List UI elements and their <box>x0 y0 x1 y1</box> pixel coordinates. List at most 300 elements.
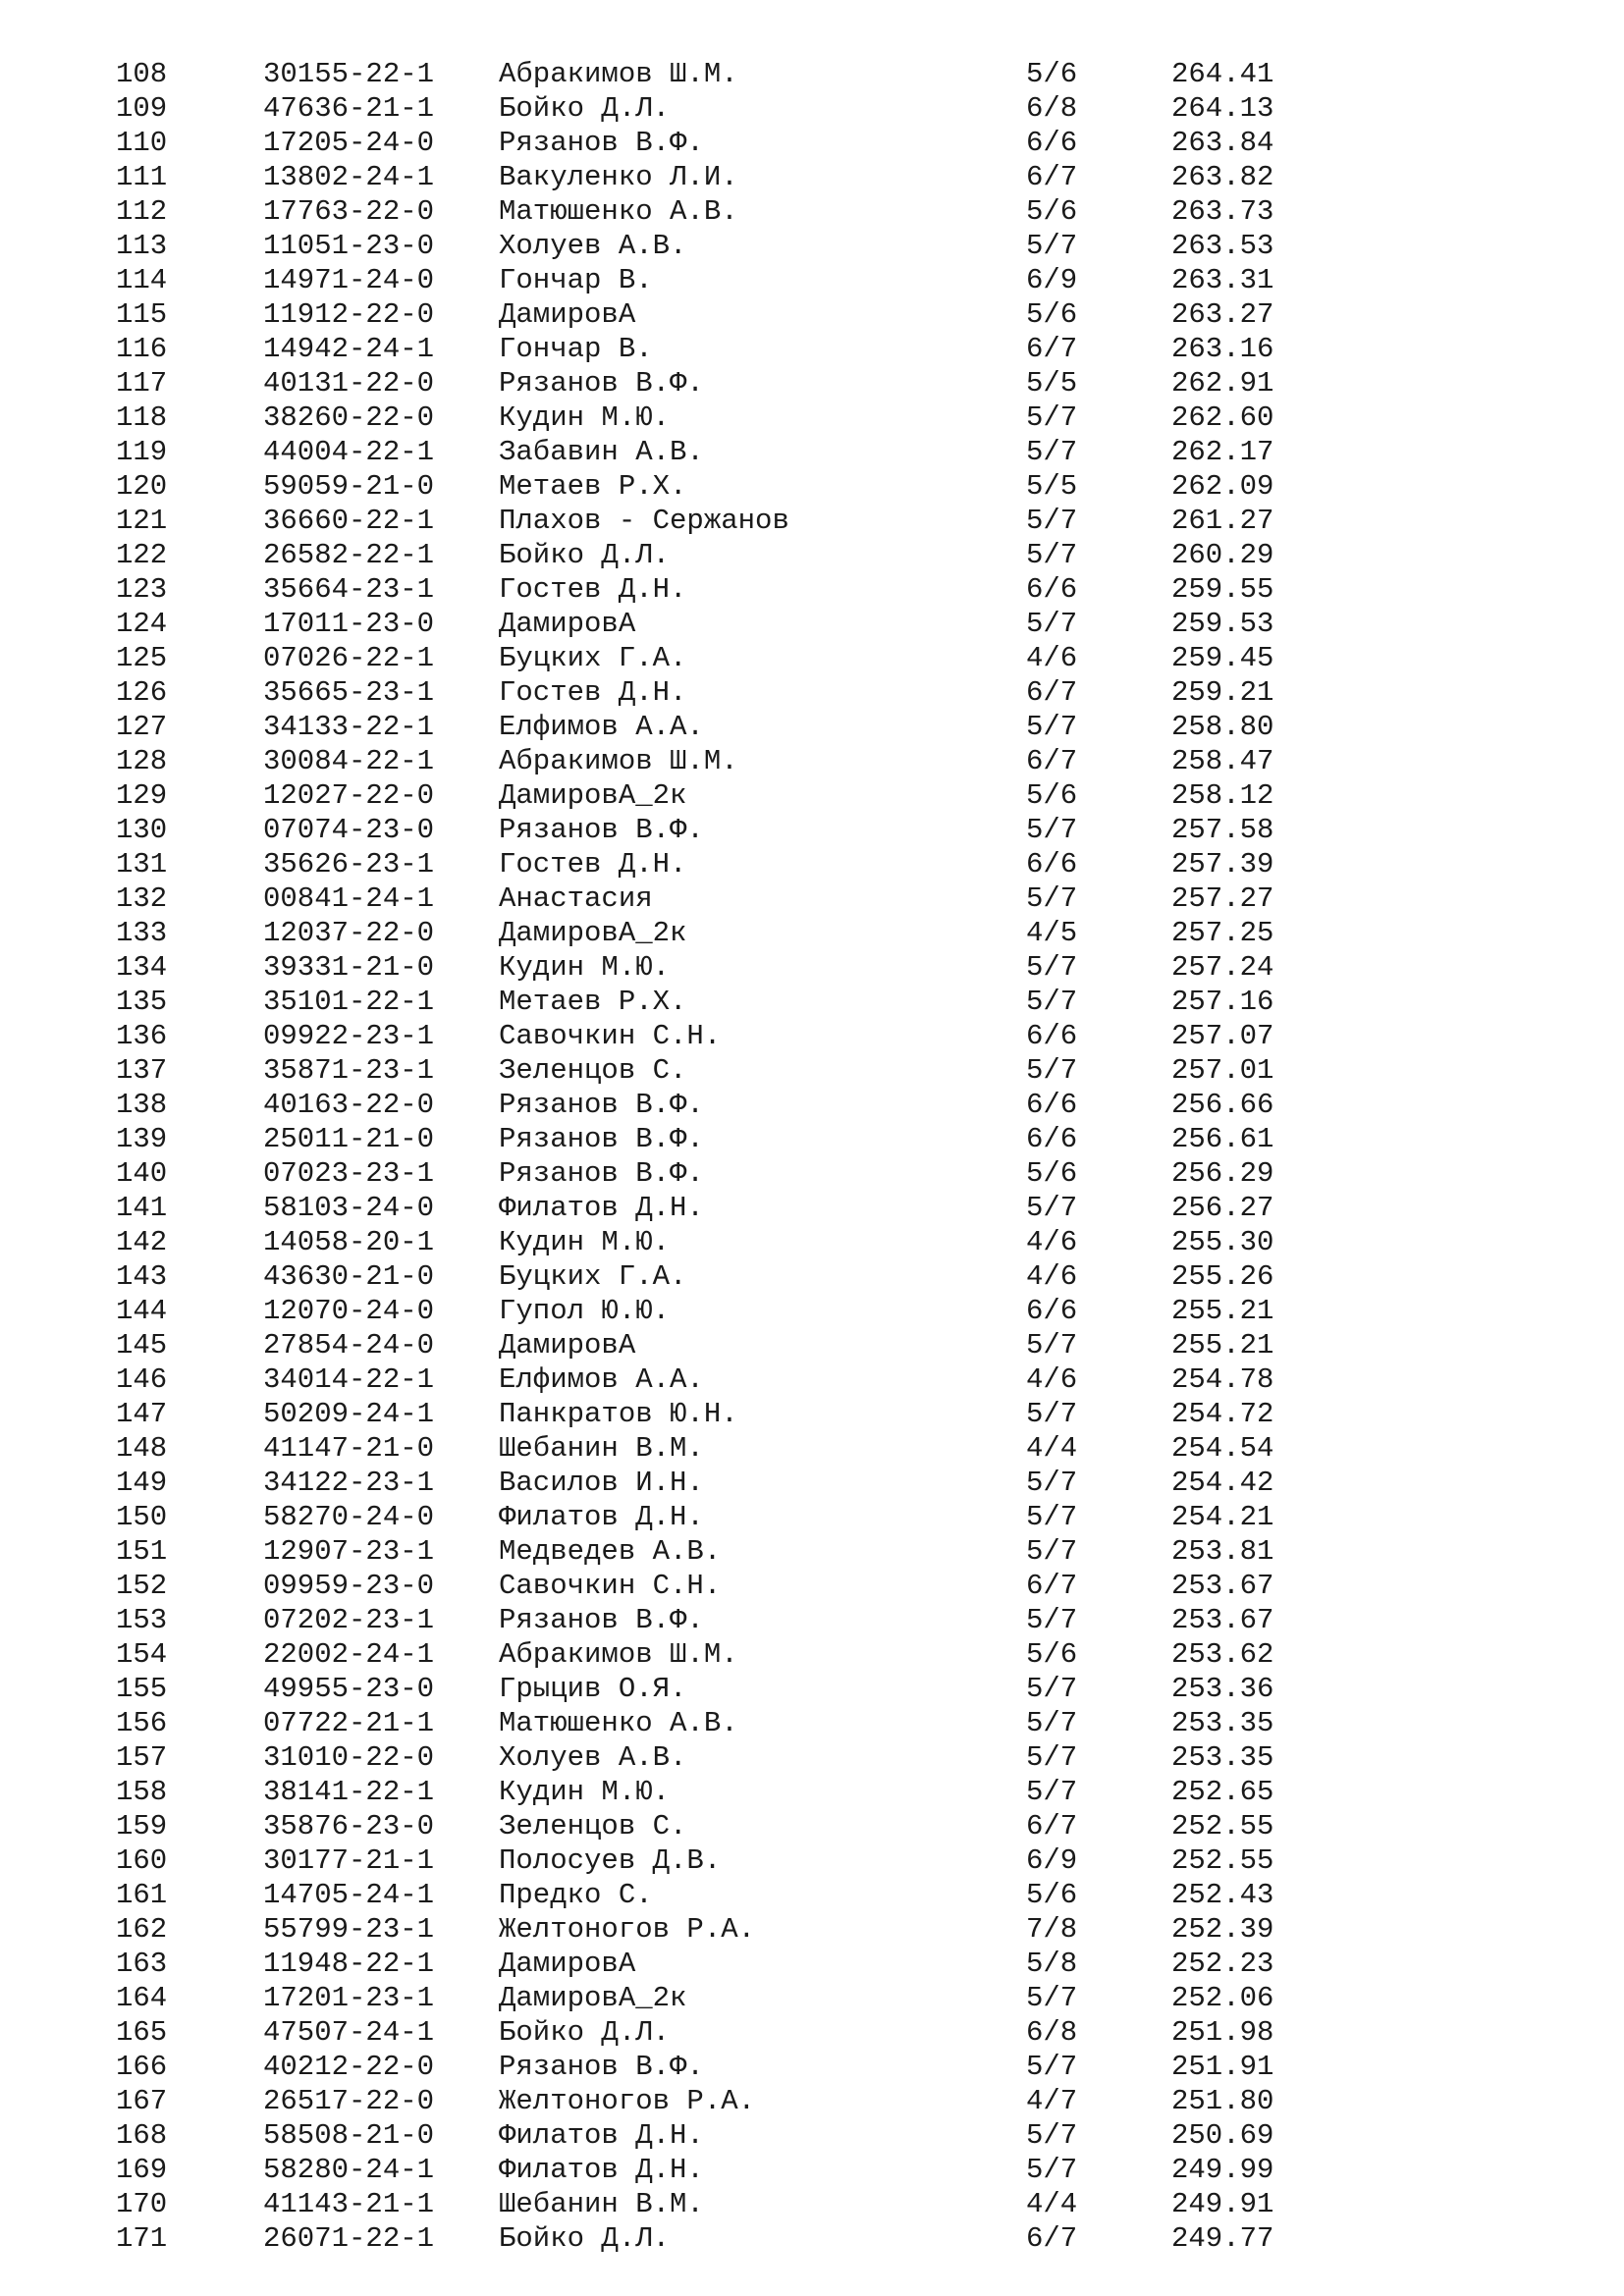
fraction-cell: 6/7 <box>1026 161 1078 193</box>
table-row <box>0 985 1624 1019</box>
id-cell: 34014-22-1 <box>263 1363 435 1396</box>
id-cell: 35876-23-0 <box>263 1810 435 1842</box>
id-cell: 58103-24-0 <box>263 1192 435 1224</box>
name-cell: Елфимов А.А. <box>499 1363 704 1396</box>
name-cell: Бойко Д.Л. <box>499 2222 671 2255</box>
score-cell: 256.66 <box>1171 1089 1274 1121</box>
id-cell: 14942-24-1 <box>263 333 435 365</box>
name-cell: Абракимов Ш.М. <box>499 58 738 90</box>
score-cell: 263.27 <box>1171 298 1274 331</box>
fraction-cell: 5/7 <box>1026 1741 1078 1774</box>
results-table <box>0 57 1624 2256</box>
fraction-cell: 5/7 <box>1026 230 1078 262</box>
fraction-cell: 5/6 <box>1026 1638 1078 1671</box>
rank-cell: 159 <box>116 1810 168 1842</box>
id-cell: 58508-21-0 <box>263 2119 435 2152</box>
score-cell: 252.23 <box>1171 1948 1274 1980</box>
rank-cell: 118 <box>116 401 168 434</box>
name-cell: Рязанов В.Ф. <box>499 367 704 400</box>
fraction-cell: 5/7 <box>1026 2119 1078 2152</box>
name-cell: Гостев Д.Н. <box>499 573 687 606</box>
table-row <box>0 1843 1624 1878</box>
id-cell: 40163-22-0 <box>263 1089 435 1121</box>
table-row <box>0 641 1624 675</box>
id-cell: 44004-22-1 <box>263 436 435 468</box>
score-cell: 259.21 <box>1171 676 1274 709</box>
fraction-cell: 5/5 <box>1026 367 1078 400</box>
rank-cell: 171 <box>116 2222 168 2255</box>
id-cell: 47636-21-1 <box>263 92 435 125</box>
name-cell: Кудин М.Ю. <box>499 401 671 434</box>
rank-cell: 167 <box>116 2085 168 2117</box>
id-cell: 38260-22-0 <box>263 401 435 434</box>
rank-cell: 110 <box>116 127 168 159</box>
id-cell: 09922-23-1 <box>263 1020 435 1052</box>
rank-cell: 133 <box>116 917 168 949</box>
table-row <box>0 91 1624 126</box>
name-cell: Шебанин В.М. <box>499 2188 704 2220</box>
score-cell: 253.36 <box>1171 1673 1274 1705</box>
score-cell: 252.55 <box>1171 1844 1274 1877</box>
fraction-cell: 5/6 <box>1026 779 1078 812</box>
score-cell: 255.21 <box>1171 1295 1274 1327</box>
table-row <box>0 572 1624 607</box>
id-cell: 14058-20-1 <box>263 1226 435 1258</box>
score-cell: 252.39 <box>1171 1913 1274 1946</box>
rank-cell: 162 <box>116 1913 168 1946</box>
table-row <box>0 1637 1624 1672</box>
score-cell: 257.25 <box>1171 917 1274 949</box>
score-cell: 259.45 <box>1171 642 1274 674</box>
name-cell: Рязанов В.Ф. <box>499 1157 704 1190</box>
table-row <box>0 1740 1624 1775</box>
fraction-cell: 4/4 <box>1026 1432 1078 1465</box>
id-cell: 14971-24-0 <box>263 264 435 296</box>
fraction-cell: 5/7 <box>1026 882 1078 915</box>
name-cell: Желтоногов Р.А. <box>499 2085 756 2117</box>
fraction-cell: 4/6 <box>1026 1363 1078 1396</box>
id-cell: 11051-23-0 <box>263 230 435 262</box>
fraction-cell: 5/7 <box>1026 814 1078 846</box>
score-cell: 256.27 <box>1171 1192 1274 1224</box>
name-cell: Филатов Д.Н. <box>499 2154 704 2186</box>
name-cell: Буцких Г.А. <box>499 1260 687 1293</box>
fraction-cell: 5/7 <box>1026 401 1078 434</box>
score-cell: 252.55 <box>1171 1810 1274 1842</box>
rank-cell: 120 <box>116 470 168 503</box>
rank-cell: 166 <box>116 2051 168 2083</box>
id-cell: 12070-24-0 <box>263 1295 435 1327</box>
name-cell: Плахов - Сержанов <box>499 505 789 537</box>
id-cell: 43630-21-0 <box>263 1260 435 1293</box>
rank-cell: 170 <box>116 2188 168 2220</box>
table-row <box>0 57 1624 91</box>
rank-cell: 158 <box>116 1776 168 1808</box>
rank-cell: 152 <box>116 1570 168 1602</box>
name-cell: ДамировА_2к <box>499 1982 687 2014</box>
fraction-cell: 5/7 <box>1026 2154 1078 2186</box>
table-row <box>0 675 1624 710</box>
rank-cell: 131 <box>116 848 168 881</box>
table-row <box>0 881 1624 916</box>
id-cell: 07023-23-1 <box>263 1157 435 1190</box>
rank-cell: 121 <box>116 505 168 537</box>
name-cell: Метаев Р.Х. <box>499 470 687 503</box>
rank-cell: 155 <box>116 1673 168 1705</box>
score-cell: 263.53 <box>1171 230 1274 262</box>
id-cell: 38141-22-1 <box>263 1776 435 1808</box>
fraction-cell: 6/7 <box>1026 1570 1078 1602</box>
rank-cell: 119 <box>116 436 168 468</box>
name-cell: Рязанов В.Ф. <box>499 1089 704 1121</box>
fraction-cell: 5/7 <box>1026 1329 1078 1362</box>
table-row <box>0 1053 1624 1088</box>
fraction-cell: 7/8 <box>1026 1913 1078 1946</box>
id-cell: 14705-24-1 <box>263 1879 435 1911</box>
rank-cell: 157 <box>116 1741 168 1774</box>
name-cell: Гостев Д.Н. <box>499 676 687 709</box>
id-cell: 17011-23-0 <box>263 608 435 640</box>
id-cell: 17763-22-0 <box>263 195 435 228</box>
fraction-cell: 6/7 <box>1026 676 1078 709</box>
table-row <box>0 2015 1624 2050</box>
id-cell: 07722-21-1 <box>263 1707 435 1739</box>
rank-cell: 169 <box>116 2154 168 2186</box>
rank-cell: 161 <box>116 1879 168 1911</box>
name-cell: Предко С. <box>499 1879 653 1911</box>
rank-cell: 126 <box>116 676 168 709</box>
id-cell: 26517-22-0 <box>263 2085 435 2117</box>
table-row <box>0 2153 1624 2187</box>
rank-cell: 144 <box>116 1295 168 1327</box>
table-row <box>0 2084 1624 2118</box>
fraction-cell: 6/7 <box>1026 1810 1078 1842</box>
score-cell: 249.99 <box>1171 2154 1274 2186</box>
table-row <box>0 504 1624 538</box>
table-row <box>0 1878 1624 1912</box>
fraction-cell: 5/7 <box>1026 986 1078 1018</box>
table-row <box>0 2050 1624 2084</box>
score-cell: 256.61 <box>1171 1123 1274 1155</box>
rank-cell: 168 <box>116 2119 168 2152</box>
id-cell: 35664-23-1 <box>263 573 435 606</box>
rank-cell: 111 <box>116 161 168 193</box>
score-cell: 263.31 <box>1171 264 1274 296</box>
rank-cell: 140 <box>116 1157 168 1190</box>
name-cell: Матюшенко А.В. <box>499 195 738 228</box>
id-cell: 12027-22-0 <box>263 779 435 812</box>
score-cell: 259.53 <box>1171 608 1274 640</box>
table-row <box>0 1947 1624 1981</box>
fraction-cell: 6/8 <box>1026 92 1078 125</box>
fraction-cell: 6/6 <box>1026 127 1078 159</box>
fraction-cell: 5/7 <box>1026 1501 1078 1533</box>
fraction-cell: 6/9 <box>1026 1844 1078 1877</box>
name-cell: Панкратов Ю.Н. <box>499 1398 738 1430</box>
name-cell: Рязанов В.Ф. <box>499 1123 704 1155</box>
fraction-cell: 5/7 <box>1026 608 1078 640</box>
score-cell: 260.29 <box>1171 539 1274 571</box>
rank-cell: 116 <box>116 333 168 365</box>
name-cell: Забавин А.В. <box>499 436 704 468</box>
rank-cell: 134 <box>116 951 168 984</box>
name-cell: Рязанов В.Ф. <box>499 2051 704 2083</box>
score-cell: 249.77 <box>1171 2222 1274 2255</box>
rank-cell: 123 <box>116 573 168 606</box>
table-row <box>0 1294 1624 1328</box>
score-cell: 251.80 <box>1171 2085 1274 2117</box>
table-row <box>0 2187 1624 2221</box>
id-cell: 11912-22-0 <box>263 298 435 331</box>
score-cell: 257.01 <box>1171 1054 1274 1087</box>
table-row <box>0 607 1624 641</box>
fraction-cell: 5/6 <box>1026 195 1078 228</box>
id-cell: 34122-23-1 <box>263 1467 435 1499</box>
rank-cell: 114 <box>116 264 168 296</box>
table-row <box>0 2221 1624 2256</box>
score-cell: 254.21 <box>1171 1501 1274 1533</box>
score-cell: 255.21 <box>1171 1329 1274 1362</box>
rank-cell: 115 <box>116 298 168 331</box>
id-cell: 27854-24-0 <box>263 1329 435 1362</box>
table-row <box>0 1534 1624 1569</box>
score-cell: 252.65 <box>1171 1776 1274 1808</box>
score-cell: 251.98 <box>1171 2016 1274 2049</box>
table-row <box>0 1569 1624 1603</box>
score-cell: 262.91 <box>1171 367 1274 400</box>
rank-cell: 164 <box>116 1982 168 2014</box>
table-row <box>0 1500 1624 1534</box>
table-row <box>0 1809 1624 1843</box>
name-cell: Кудин М.Ю. <box>499 1226 671 1258</box>
fraction-cell: 5/7 <box>1026 951 1078 984</box>
rank-cell: 112 <box>116 195 168 228</box>
id-cell: 35101-22-1 <box>263 986 435 1018</box>
score-cell: 253.35 <box>1171 1707 1274 1739</box>
score-cell: 261.27 <box>1171 505 1274 537</box>
id-cell: 40212-22-0 <box>263 2051 435 2083</box>
score-cell: 251.91 <box>1171 2051 1274 2083</box>
id-cell: 25011-21-0 <box>263 1123 435 1155</box>
score-cell: 252.43 <box>1171 1879 1274 1911</box>
table-row <box>0 1431 1624 1466</box>
table-row <box>0 1981 1624 2015</box>
table-row <box>0 1019 1624 1053</box>
name-cell: Филатов Д.Н. <box>499 1501 704 1533</box>
table-row <box>0 1706 1624 1740</box>
table-row <box>0 1397 1624 1431</box>
rank-cell: 125 <box>116 642 168 674</box>
table-row <box>0 1362 1624 1397</box>
rank-cell: 124 <box>116 608 168 640</box>
score-cell: 262.09 <box>1171 470 1274 503</box>
id-cell: 09959-23-0 <box>263 1570 435 1602</box>
rank-cell: 139 <box>116 1123 168 1155</box>
rank-cell: 135 <box>116 986 168 1018</box>
table-row <box>0 1775 1624 1809</box>
name-cell: Полосуев Д.В. <box>499 1844 722 1877</box>
name-cell: Анастасия <box>499 882 653 915</box>
fraction-cell: 5/6 <box>1026 298 1078 331</box>
fraction-cell: 6/6 <box>1026 848 1078 881</box>
fraction-cell: 6/8 <box>1026 2016 1078 2049</box>
score-cell: 257.27 <box>1171 882 1274 915</box>
name-cell: Василов И.Н. <box>499 1467 704 1499</box>
id-cell: 30155-22-1 <box>263 58 435 90</box>
score-cell: 253.67 <box>1171 1570 1274 1602</box>
rank-cell: 117 <box>116 367 168 400</box>
name-cell: Матюшенко А.В. <box>499 1707 738 1739</box>
id-cell: 40131-22-0 <box>263 367 435 400</box>
score-cell: 252.06 <box>1171 1982 1274 2014</box>
score-cell: 249.91 <box>1171 2188 1274 2220</box>
id-cell: 35665-23-1 <box>263 676 435 709</box>
name-cell: Гупол Ю.Ю. <box>499 1295 671 1327</box>
fraction-cell: 6/6 <box>1026 1020 1078 1052</box>
table-row <box>0 126 1624 160</box>
name-cell: Филатов Д.Н. <box>499 1192 704 1224</box>
fraction-cell: 4/6 <box>1026 1260 1078 1293</box>
score-cell: 258.12 <box>1171 779 1274 812</box>
table-row <box>0 1191 1624 1225</box>
id-cell: 11948-22-1 <box>263 1948 435 1980</box>
score-cell: 263.73 <box>1171 195 1274 228</box>
fraction-cell: 5/8 <box>1026 1948 1078 1980</box>
fraction-cell: 4/5 <box>1026 917 1078 949</box>
rank-cell: 163 <box>116 1948 168 1980</box>
rank-cell: 143 <box>116 1260 168 1293</box>
name-cell: Абракимов Ш.М. <box>499 1638 738 1671</box>
id-cell: 41147-21-0 <box>263 1432 435 1465</box>
rank-cell: 148 <box>116 1432 168 1465</box>
fraction-cell: 5/6 <box>1026 1157 1078 1190</box>
table-row <box>0 366 1624 400</box>
id-cell: 41143-21-1 <box>263 2188 435 2220</box>
fraction-cell: 4/7 <box>1026 2085 1078 2117</box>
fraction-cell: 5/7 <box>1026 1673 1078 1705</box>
id-cell: 30177-21-1 <box>263 1844 435 1877</box>
rank-cell: 165 <box>116 2016 168 2049</box>
score-cell: 257.39 <box>1171 848 1274 881</box>
rank-cell: 113 <box>116 230 168 262</box>
name-cell: Абракимов Ш.М. <box>499 745 738 777</box>
fraction-cell: 5/6 <box>1026 1879 1078 1911</box>
id-cell: 31010-22-0 <box>263 1741 435 1774</box>
fraction-cell: 4/6 <box>1026 1226 1078 1258</box>
table-row <box>0 1088 1624 1122</box>
rank-cell: 136 <box>116 1020 168 1052</box>
id-cell: 35871-23-1 <box>263 1054 435 1087</box>
rank-cell: 145 <box>116 1329 168 1362</box>
rank-cell: 147 <box>116 1398 168 1430</box>
score-cell: 258.47 <box>1171 745 1274 777</box>
score-cell: 257.24 <box>1171 951 1274 984</box>
name-cell: Рязанов В.Ф. <box>499 127 704 159</box>
fraction-cell: 5/6 <box>1026 58 1078 90</box>
table-row <box>0 435 1624 469</box>
name-cell: Кудин М.Ю. <box>499 1776 671 1808</box>
rank-cell: 122 <box>116 539 168 571</box>
score-cell: 264.41 <box>1171 58 1274 90</box>
name-cell: Медведев А.В. <box>499 1535 722 1568</box>
name-cell: ДамировА <box>499 298 636 331</box>
score-cell: 262.60 <box>1171 401 1274 434</box>
id-cell: 55799-23-1 <box>263 1913 435 1946</box>
id-cell: 35626-23-1 <box>263 848 435 881</box>
id-cell: 07026-22-1 <box>263 642 435 674</box>
name-cell: Вакуленко Л.И. <box>499 161 738 193</box>
table-row <box>0 847 1624 881</box>
rank-cell: 142 <box>116 1226 168 1258</box>
fraction-cell: 6/7 <box>1026 745 1078 777</box>
table-row <box>0 1122 1624 1156</box>
id-cell: 07202-23-1 <box>263 1604 435 1636</box>
rank-cell: 129 <box>116 779 168 812</box>
rank-cell: 154 <box>116 1638 168 1671</box>
score-cell: 263.84 <box>1171 127 1274 159</box>
name-cell: Кудин М.Ю. <box>499 951 671 984</box>
name-cell: Буцких Г.А. <box>499 642 687 674</box>
fraction-cell: 6/9 <box>1026 264 1078 296</box>
score-cell: 263.82 <box>1171 161 1274 193</box>
name-cell: Гончар В. <box>499 264 653 296</box>
fraction-cell: 5/7 <box>1026 1192 1078 1224</box>
table-row <box>0 332 1624 366</box>
score-cell: 253.62 <box>1171 1638 1274 1671</box>
name-cell: Шебанин В.М. <box>499 1432 704 1465</box>
id-cell: 22002-24-1 <box>263 1638 435 1671</box>
table-row <box>0 2118 1624 2153</box>
name-cell: Зеленцов С. <box>499 1810 687 1842</box>
score-cell: 256.29 <box>1171 1157 1274 1190</box>
name-cell: Бойко Д.Л. <box>499 2016 671 2049</box>
score-cell: 257.07 <box>1171 1020 1274 1052</box>
rank-cell: 149 <box>116 1467 168 1499</box>
score-cell: 254.54 <box>1171 1432 1274 1465</box>
score-cell: 253.67 <box>1171 1604 1274 1636</box>
rank-cell: 153 <box>116 1604 168 1636</box>
rank-cell: 141 <box>116 1192 168 1224</box>
score-cell: 253.35 <box>1171 1741 1274 1774</box>
id-cell: 00841-24-1 <box>263 882 435 915</box>
score-cell: 264.13 <box>1171 92 1274 125</box>
name-cell: Гостев Д.Н. <box>499 848 687 881</box>
table-row <box>0 469 1624 504</box>
table-row <box>0 1225 1624 1259</box>
id-cell: 50209-24-1 <box>263 1398 435 1430</box>
fraction-cell: 6/6 <box>1026 1295 1078 1327</box>
score-cell: 257.58 <box>1171 814 1274 846</box>
table-row <box>0 1259 1624 1294</box>
name-cell: Елфимов А.А. <box>499 711 704 743</box>
score-cell: 253.81 <box>1171 1535 1274 1568</box>
rank-cell: 127 <box>116 711 168 743</box>
id-cell: 47507-24-1 <box>263 2016 435 2049</box>
name-cell: Грыцив О.Я. <box>499 1673 687 1705</box>
id-cell: 12907-23-1 <box>263 1535 435 1568</box>
id-cell: 39331-21-0 <box>263 951 435 984</box>
rank-cell: 130 <box>116 814 168 846</box>
table-row <box>0 710 1624 744</box>
fraction-cell: 6/7 <box>1026 2222 1078 2255</box>
id-cell: 30084-22-1 <box>263 745 435 777</box>
fraction-cell: 5/7 <box>1026 1776 1078 1808</box>
fraction-cell: 5/7 <box>1026 1982 1078 2014</box>
fraction-cell: 6/6 <box>1026 573 1078 606</box>
id-cell: 12037-22-0 <box>263 917 435 949</box>
id-cell: 07074-23-0 <box>263 814 435 846</box>
name-cell: Филатов Д.Н. <box>499 2119 704 2152</box>
